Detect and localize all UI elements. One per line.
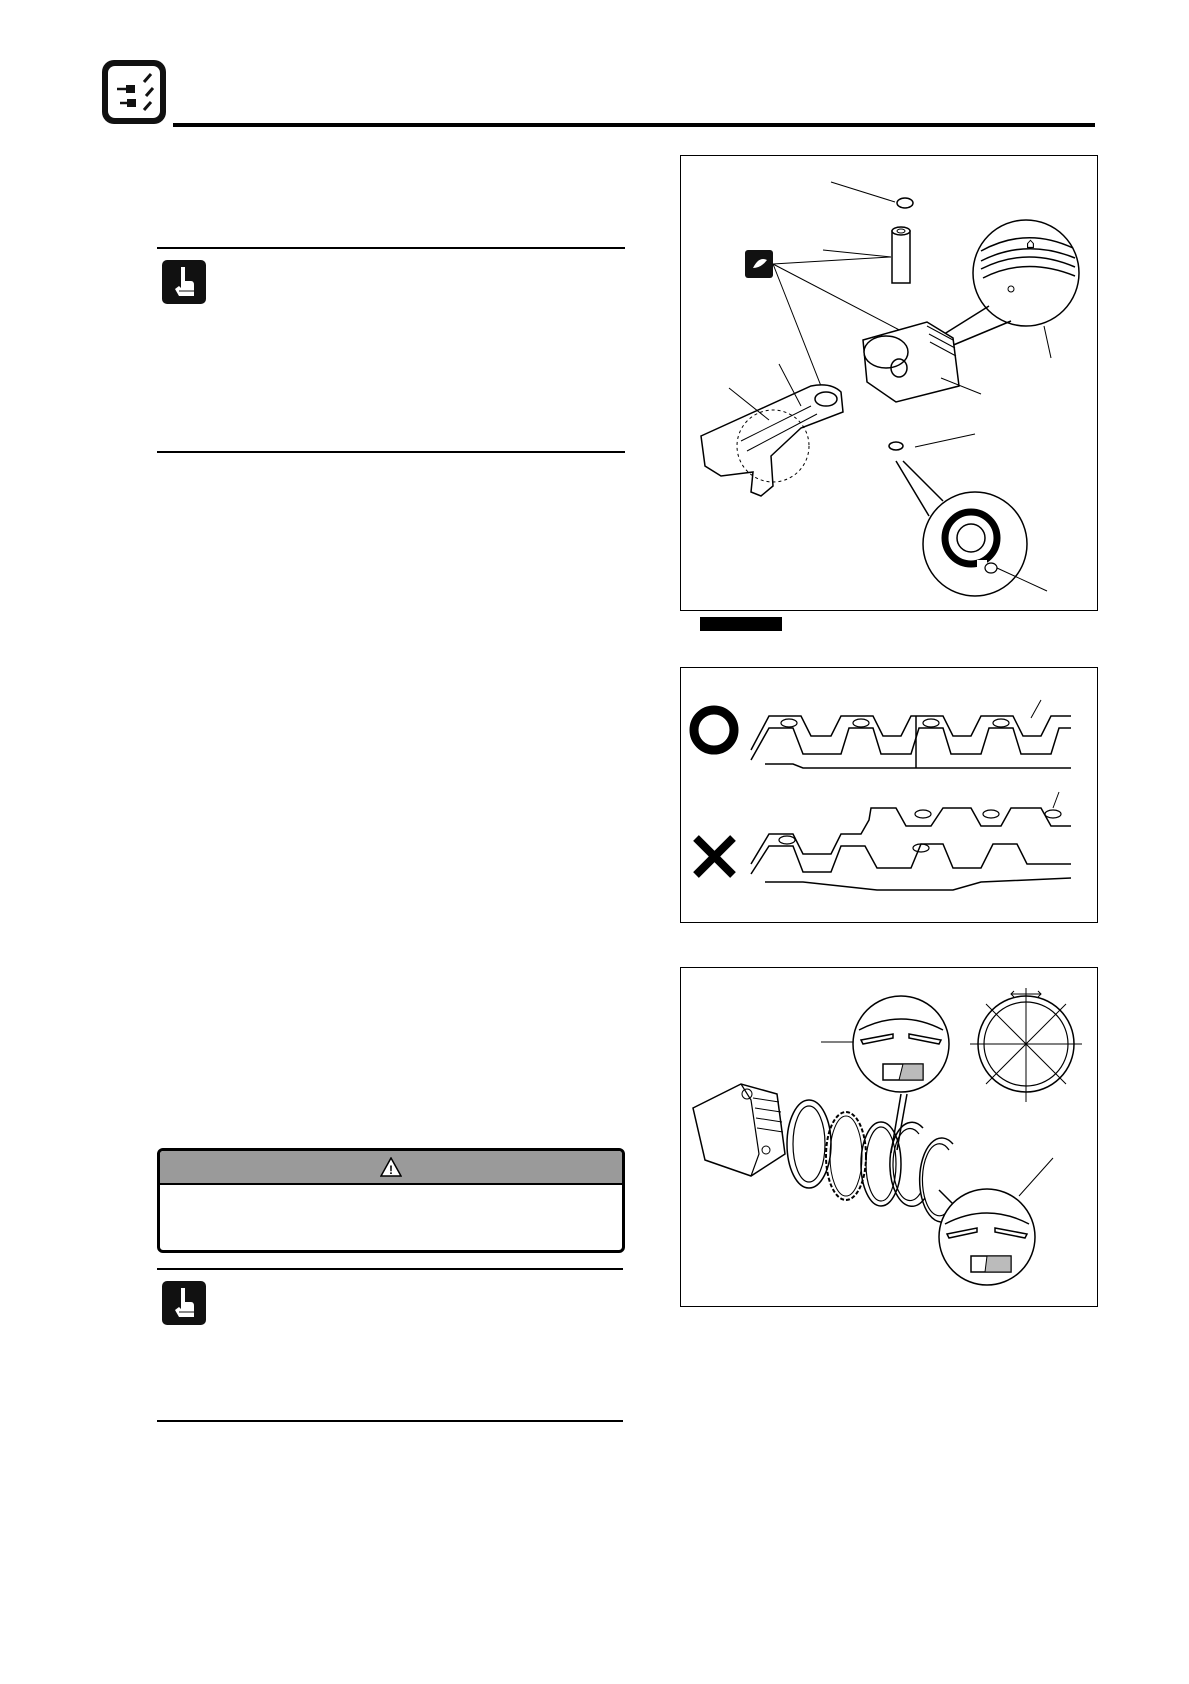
note2-icon	[161, 1280, 207, 1326]
note-top-rule	[157, 247, 625, 249]
circlip-detail-circle	[923, 492, 1027, 596]
engine-disassembly-icon	[100, 58, 168, 126]
note-icon	[161, 259, 207, 305]
incorrect-mark	[696, 838, 733, 875]
note2-top-rule	[157, 1268, 623, 1270]
piston-pin-icon	[892, 227, 910, 283]
warning-header	[160, 1151, 622, 1185]
header-rule	[173, 123, 1095, 127]
warning-triangle-icon	[380, 1157, 402, 1177]
section-icon	[100, 58, 168, 126]
figure-oil-ring-expander	[680, 667, 1098, 923]
warning-symbol: !	[389, 1163, 393, 1177]
note2-bottom-rule	[157, 1420, 623, 1422]
figure-piston-connecting-rod	[680, 155, 1098, 611]
piston-detail-circle	[973, 220, 1079, 326]
pointing-hand-icon	[161, 259, 207, 305]
piston-icon	[863, 322, 959, 402]
piston-assembly-drawing	[681, 156, 1099, 612]
connecting-rod-icon	[701, 385, 843, 496]
figure-label-bar	[700, 617, 782, 631]
warning-box	[157, 1148, 625, 1253]
expander-correct	[751, 716, 1071, 768]
circlip-lower-icon	[889, 442, 903, 450]
figure-piston-ring-installation	[680, 967, 1098, 1307]
expander-drawing	[681, 668, 1099, 924]
correct-mark	[694, 710, 734, 750]
piston-ring-drawing	[681, 968, 1099, 1308]
pointing-hand-icon	[161, 1280, 207, 1326]
circlip-icon	[897, 198, 913, 208]
piston-icon-lower	[693, 1084, 785, 1176]
piston-ring-icon	[787, 1100, 953, 1222]
top-ring-detail-circle	[853, 996, 949, 1092]
expander-incorrect	[751, 808, 1071, 890]
ring-gap-diagram-icon	[970, 988, 1082, 1102]
note-bottom-rule	[157, 451, 625, 453]
svg-text:⌂: ⌂	[1026, 236, 1035, 252]
